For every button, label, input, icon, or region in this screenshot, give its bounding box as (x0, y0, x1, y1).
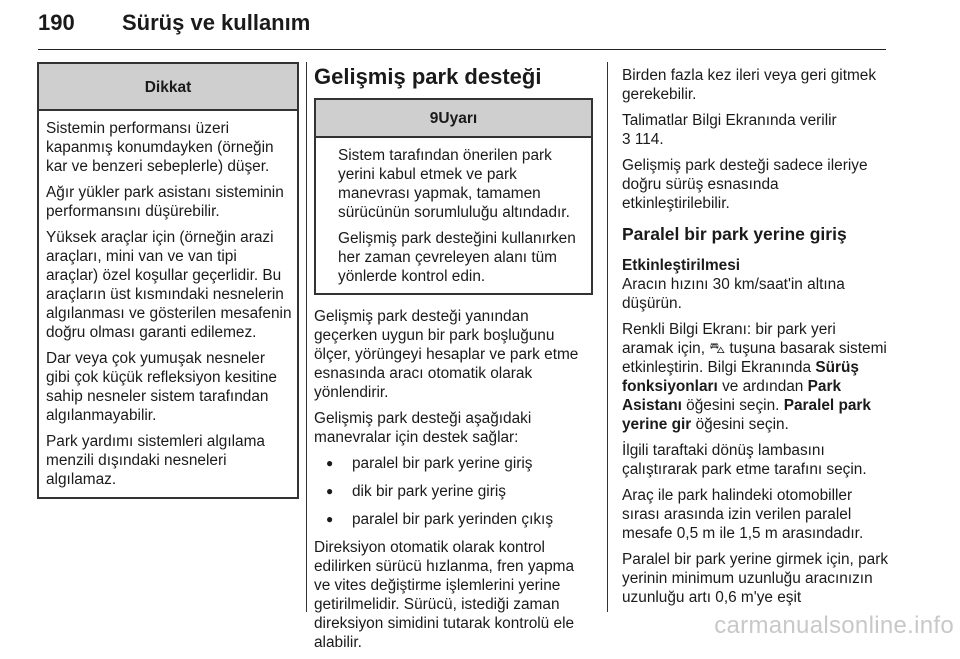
chapter-title: Sürüş ve kullanım (122, 10, 311, 35)
body-paragraph: Paralel bir park yerine girmek için, park yerinin minimum uzunluğu aracınızın uzunluğu artı 0,6 m'ye eşit (622, 551, 889, 606)
caution-title: Dikkat (39, 64, 297, 111)
body-paragraph: Birden fazla kez ileri veya geri gitmek gerekebilir. (622, 67, 877, 103)
body-paragraph: Gelişmiş park desteği aşağıdaki manevralar için destek sağlar: (314, 410, 532, 446)
body-paragraph: Direksiyon otomatik olarak kontrol edilirken sürücü hızlanma, fren yapma ve vites değiştirme işlemlerini yerine getirilmelidir. Sürücü, istediği zaman direksiyon simidini tutarak kontrolü ele alabilir. (314, 539, 575, 651)
body-paragraph: Araç ile park halindeki otomobiller sırası arasında izin verilen paralel mesafe 0,5 m ile 1,5 m arasındadır. (622, 487, 864, 542)
page-header (38, 8, 886, 50)
caution-paragraph: Yüksek araçlar için (örneğin arazi araçları, mini van ve van tipi araçlar) özel koşullar geçerlidir. Bu araçların üst kısmındaki nesnelerin algılanması ve gösterilen mesafenin doğru olması garanti edilemez. (46, 229, 292, 341)
list-item: ● paralel bir park yerinden çıkış (314, 510, 593, 529)
menu-item-driving-functions: Sürüş fonksiyonları (622, 359, 859, 395)
warning-icon: 9 (429, 110, 439, 127)
caution-paragraph: Sistemin performansı üzeri kapanmış konumdayken (örneğin kar ve benzeri sebeplerle) düşer. (46, 120, 274, 175)
column-divider-1 (306, 62, 307, 612)
caution-box (37, 62, 299, 499)
subsection-title: Paralel bir park yerine giriş (622, 224, 847, 244)
caution-body (39, 111, 297, 497)
text-run: Renkli Bilgi Ekranı: bir park yeri aramak için, (622, 321, 836, 357)
page-reference-link[interactable]: 3 114. (622, 131, 664, 148)
watermark: carmanualsonline.info (714, 612, 954, 639)
column-left (37, 62, 299, 499)
body-paragraph: Gelişmiş park desteği yanından geçerken uygun bir park boşluğunu ölçer, yörüngeyi hesaplar ve park etme esnasında aracı otomatik olarak yönlendirir. (314, 308, 579, 401)
warning-paragraph: Gelişmiş park desteğini kullanırken her zaman çevreleyen alanı tüm yönlerde kontrol edin. (338, 230, 576, 285)
list-item: ● dik bir park yerine giriş (314, 482, 593, 501)
maneuver-list (314, 454, 593, 529)
minor-title: Etkinleştirilmesi (622, 257, 741, 274)
page-number: 190 (38, 10, 75, 35)
body-paragraph (622, 111, 888, 149)
text-run: ve ardından (722, 378, 804, 395)
text-run: öğesini seçin. (686, 397, 780, 414)
warning-header (316, 100, 591, 138)
body-paragraph: Aracın hızını 30 km/saat'in altına düşürün. (622, 276, 845, 312)
warning-box (314, 98, 593, 295)
caution-paragraph: Ağır yükler park asistanı sisteminin performansını düşürebilir. (46, 184, 284, 220)
body-paragraph: Gelişmiş park desteği sadece ileriye doğru sürüş esnasında etkinleştirilebilir. (622, 157, 868, 212)
menu-item-parallel-park: Paralel park yerine gir (622, 397, 871, 433)
warning-paragraph: Sistem tarafından önerilen park yerini kabul etmek ve park manevrası yapmak, tamamen sürücünün sorumluluğu altındadır. (338, 147, 570, 221)
parking-button-icon: ⛍ (709, 340, 726, 357)
text-run: öğesini seçin. (695, 416, 789, 433)
column-right (622, 66, 888, 614)
caution-paragraph: Dar veya çok yumuşak nesneler gibi çok küçük refleksiyon kesitine sahip nesneler sistem tarafından algılanmayabilir. (46, 350, 277, 424)
warning-body (316, 138, 591, 293)
section-title: Gelişmiş park desteği (314, 64, 542, 89)
text-run: tuşuna basarak sistemi etkinleştirin. Bilgi Ekranında (622, 340, 887, 376)
body-paragraph: İlgili taraftaki dönüş lambasını çalıştırarak park etme tarafını seçin. (622, 442, 867, 478)
list-item: ● paralel bir park yerine giriş (314, 454, 593, 473)
body-paragraph (622, 320, 888, 434)
caution-paragraph: Park yardımı sistemleri algılama menzili dışındaki nesneleri algılamaz. (46, 433, 265, 488)
column-divider-2 (607, 62, 608, 612)
warning-title: Uyarı (438, 110, 478, 127)
instruction-text: Talimatlar Bilgi Ekranında verilir (622, 112, 837, 129)
column-middle (314, 62, 593, 659)
menu-item-park-assist: Park Asistanı (622, 378, 842, 414)
